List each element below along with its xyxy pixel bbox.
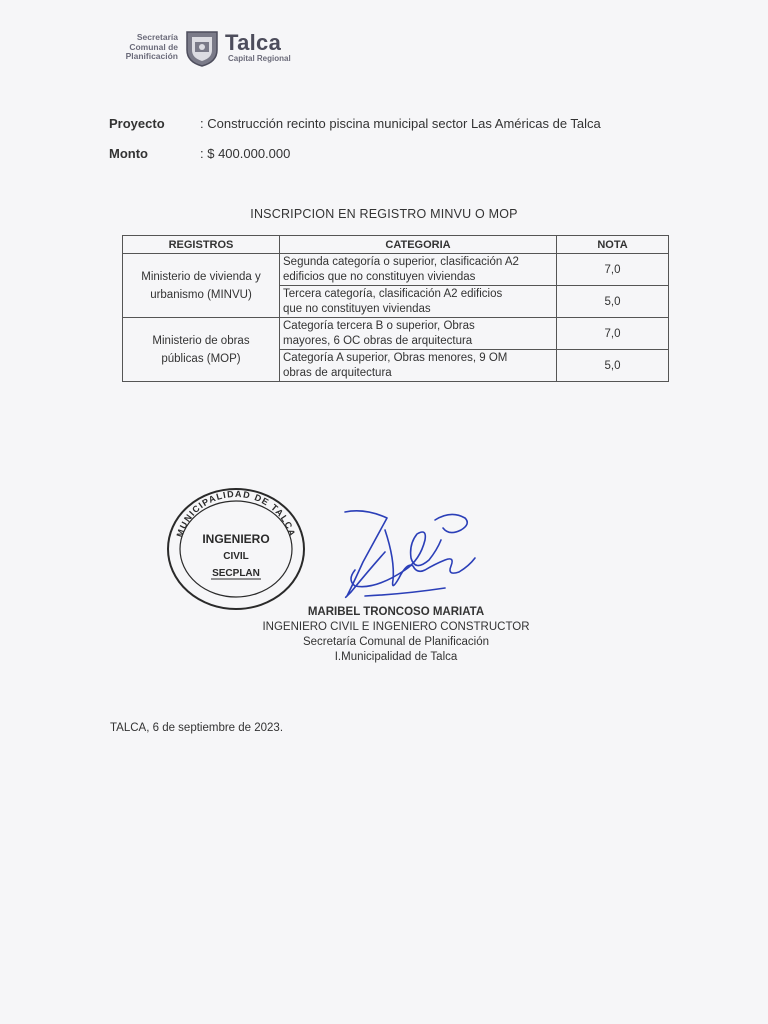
categoria-text-line: Categoría tercera B o superior, Obras bbox=[283, 319, 475, 332]
signatory-block bbox=[0, 605, 768, 665]
logo-dept-line3: Planificación bbox=[125, 51, 178, 61]
registro-text-line: públicas (MOP) bbox=[161, 352, 241, 365]
nota-cell: 7,0 bbox=[557, 318, 669, 350]
section-title: INSCRIPCION EN REGISTRO MINVU O MOP bbox=[250, 207, 518, 221]
categoria-cell bbox=[280, 350, 557, 382]
registro-mop bbox=[123, 318, 280, 382]
stamp-line3: SECPLAN bbox=[212, 568, 260, 579]
stamp-line2: CIVIL bbox=[223, 551, 249, 562]
signatory-organization: I.Municipalidad de Talca bbox=[334, 651, 458, 663]
registry-table bbox=[122, 235, 669, 382]
logo-dept-line1: Secretaría bbox=[136, 32, 178, 42]
column-header-nota: NOTA bbox=[557, 236, 669, 254]
categoria-text-line: Tercera categoría, clasificación A2 edificios bbox=[283, 287, 503, 300]
municipal-shield-icon bbox=[184, 28, 220, 68]
nota-cell: 5,0 bbox=[557, 286, 669, 318]
date-line: TALCA, 6 de septiembre de 2023. bbox=[110, 722, 284, 734]
signatory-title: INGENIERO CIVIL E INGENIERO CONSTRUCTOR bbox=[262, 621, 530, 633]
monto-label: Monto bbox=[109, 146, 148, 161]
registro-text-line: urbanismo (MINVU) bbox=[150, 288, 252, 301]
registro-minvu bbox=[123, 254, 280, 318]
logo-city-name: Talca bbox=[225, 30, 282, 55]
logo-city-subtitle: Capital Regional bbox=[228, 54, 291, 63]
nota-cell: 5,0 bbox=[557, 350, 669, 382]
table-row bbox=[123, 254, 669, 286]
logo-department-text bbox=[108, 33, 178, 62]
svg-text:MUNICIPALIDAD DE TALCA bbox=[175, 489, 298, 538]
registro-text-line: Ministerio de vivienda y bbox=[141, 270, 261, 283]
official-stamp bbox=[163, 485, 309, 613]
signatory-department: Secretaría Comunal de Planificación bbox=[302, 636, 490, 648]
categoria-cell bbox=[280, 286, 557, 318]
categoria-text-line: obras de arquitectura bbox=[283, 366, 392, 379]
table-header-row bbox=[123, 236, 669, 254]
categoria-text-line: que no constituyen viviendas bbox=[283, 302, 431, 315]
categoria-text-line: edificios que no constituyen viviendas bbox=[283, 270, 476, 283]
proyecto-value: : Construcción recinto piscina municipal sector Las Américas de Talca bbox=[200, 116, 601, 131]
registro-text-line: Ministerio de obras bbox=[152, 334, 250, 347]
table-row bbox=[123, 318, 669, 350]
proyecto-label: Proyecto bbox=[109, 116, 165, 131]
column-header-registros: REGISTROS bbox=[123, 236, 280, 254]
categoria-text-line: Segunda categoría o superior, clasificación A2 bbox=[283, 255, 519, 268]
categoria-cell bbox=[280, 318, 557, 350]
categoria-text-line: Categoría A superior, Obras menores, 9 OM bbox=[283, 351, 508, 364]
categoria-cell bbox=[280, 254, 557, 286]
nota-cell: 7,0 bbox=[557, 254, 669, 286]
categoria-text-line: mayores, 6 OC obras de arquitectura bbox=[283, 334, 473, 347]
handwritten-signature bbox=[325, 500, 485, 610]
stamp-ring-text: MUNICIPALIDAD DE TALCA bbox=[174, 488, 298, 539]
stamp-line1: INGENIERO bbox=[202, 532, 270, 546]
monto-value: : $ 400.000.000 bbox=[200, 146, 291, 161]
logo-dept-line2: Comunal de bbox=[129, 41, 178, 52]
column-header-categoria: CATEGORIA bbox=[280, 236, 557, 254]
signatory-name: MARIBEL TRONCOSO MARIATA bbox=[307, 606, 485, 618]
